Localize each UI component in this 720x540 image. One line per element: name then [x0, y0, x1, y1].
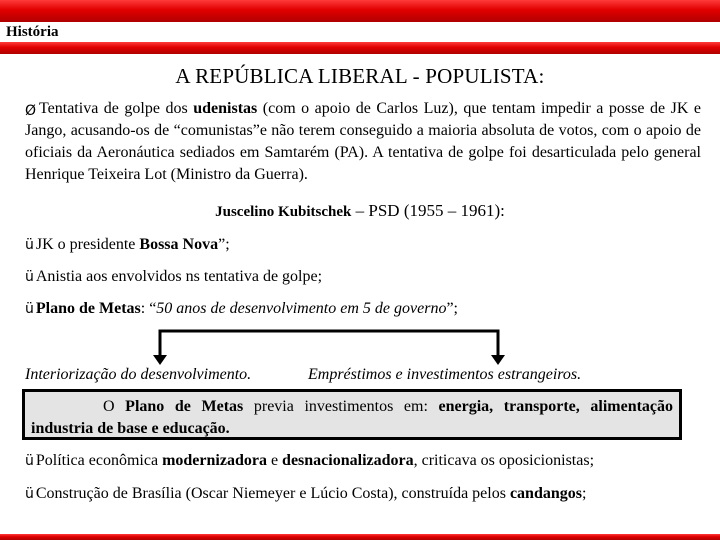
check-icon: ü	[25, 237, 34, 253]
plano-de-metas: Plano de Metas	[35, 300, 141, 317]
subject-label: História	[6, 24, 59, 40]
item-text: ”;	[218, 236, 230, 253]
branch-left: Interiorização do desenvolvimento.	[25, 366, 252, 383]
plano-box-text	[31, 396, 673, 440]
top-red-band	[0, 0, 720, 22]
item-text: Política econômica	[35, 452, 163, 469]
page-title: A REPÚBLICA LIBERAL - POPULISTA:	[175, 64, 545, 88]
item-text: Construção de Brasília (Oscar Niemeyer e Lúcio Costa), construída pelos	[35, 485, 510, 502]
arrow-bullet-icon: Ø	[25, 103, 37, 119]
item-text: , criticava os oposicionistas;	[413, 452, 595, 469]
intro-paragraph	[25, 98, 701, 186]
box-plano: Plano de Metas	[125, 398, 244, 415]
jk-heading	[0, 200, 720, 223]
list-item	[25, 483, 586, 505]
item-text: ”;	[446, 300, 458, 317]
intro-text-1: Tentativa de golpe dos	[39, 100, 194, 117]
plano-box	[22, 389, 682, 440]
check-icon: ü	[25, 486, 34, 502]
intro-udenistas: udenistas	[193, 100, 258, 117]
item-text: : “	[140, 300, 157, 317]
modernizadora: modernizadora	[162, 452, 267, 469]
box-text-a: O	[103, 398, 126, 415]
item-text: e	[266, 452, 283, 469]
bottom-red-band	[0, 534, 720, 540]
desnacionalizadora: desnacionalizadora	[282, 452, 414, 469]
branch-arrows	[0, 325, 720, 365]
list-item	[25, 266, 322, 288]
mid-red-band	[0, 42, 720, 54]
jk-rest: – PSD (1955 – 1961):	[351, 201, 505, 220]
check-icon: ü	[25, 269, 34, 285]
check-icon: ü	[25, 453, 34, 469]
item-text: Anistia aos envolvidos ns tentativa de golpe;	[35, 268, 323, 285]
check-icon: ü	[25, 301, 34, 317]
item-text: ;	[581, 485, 587, 502]
slogan: 50 anos de desenvolvimento em 5 de governo	[156, 300, 447, 317]
candangos: candangos	[509, 485, 582, 502]
list-item	[25, 234, 230, 256]
bossa-nova: Bossa Nova	[139, 236, 219, 253]
header-strip	[0, 22, 720, 42]
list-item	[25, 450, 594, 472]
box-text-c: previa investimentos em:	[243, 398, 439, 415]
branch-right: Empréstimos e investimentos estrangeiros.	[308, 366, 582, 383]
list-item	[25, 298, 458, 320]
branch-line	[160, 331, 498, 361]
item-text: JK o presidente	[35, 236, 140, 253]
box-sectors: energia, transporte, alimentação industria de base e educação.	[31, 398, 674, 437]
intro-text-3: (com o apoio de Carlos Luz), que tentam impedir a posse de JK e Jango, acusando-os de “comunistas”e não terem conseguido a maioria absoluta de votos, com o apoio de oficiais da Aeronáutica sediados em Samtarém (PA). A tentativa de golpe foi desarticulada pelo general Henrique Teixeira Lot (Ministro da Guerra).	[25, 100, 702, 183]
jk-name: Juscelino Kubitschek	[215, 204, 352, 220]
